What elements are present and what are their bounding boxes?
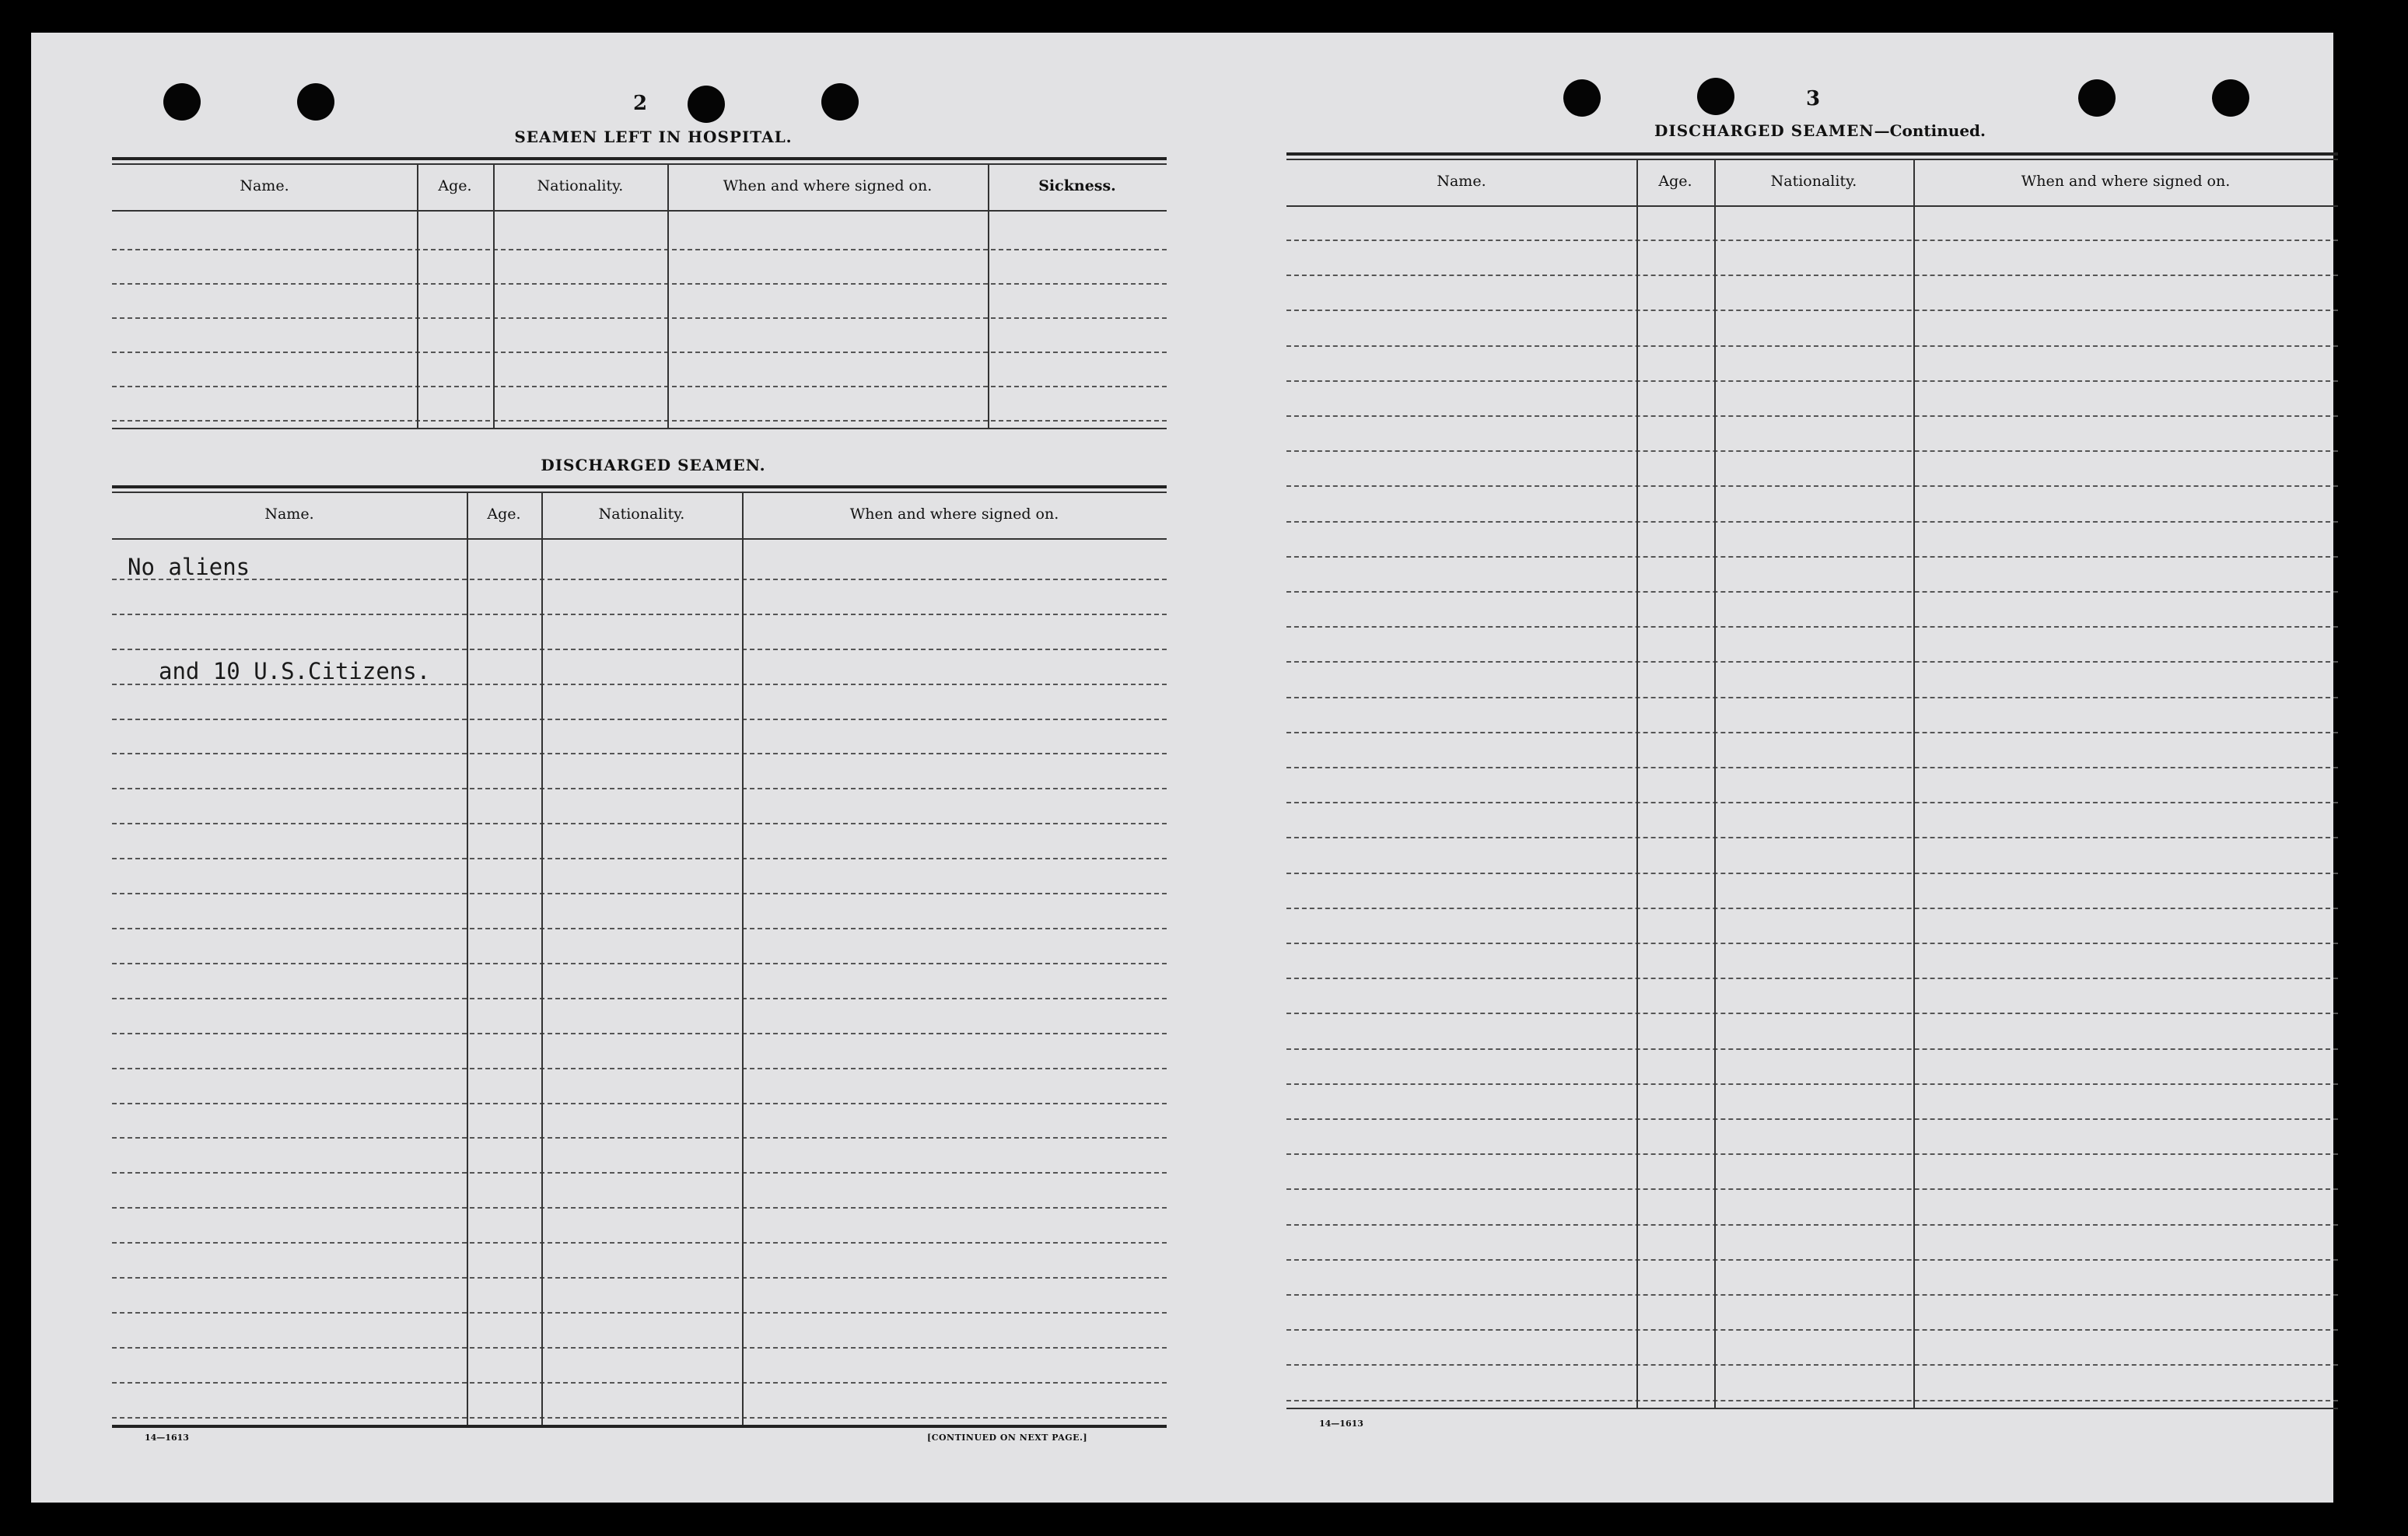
ruled-line <box>1286 1259 2338 1261</box>
ruled-line <box>1286 802 2338 803</box>
hospital-col-sickness: Sickness. <box>1038 177 1116 194</box>
ruled-line <box>1286 485 2338 487</box>
page-number-right: 3 <box>1806 87 1821 110</box>
ruled-line <box>112 823 1167 824</box>
ruled-line <box>1286 345 2338 347</box>
ruled-line <box>112 858 1167 859</box>
ruled-line <box>112 1033 1167 1034</box>
ruled-line <box>112 928 1167 929</box>
ruled-line <box>1286 1294 2338 1296</box>
ruled-line <box>112 1103 1167 1104</box>
ruled-line <box>1286 697 2338 698</box>
ruled-line <box>1286 450 2338 452</box>
punch-hole <box>2078 79 2116 117</box>
punch-hole <box>163 83 201 121</box>
ruled-line <box>1286 380 2338 382</box>
continued-note: [CONTINUED ON NEXT PAGE.] <box>927 1433 1088 1443</box>
ruled-line <box>112 1242 1167 1244</box>
form-number-left: 14—1613 <box>145 1433 189 1443</box>
ruled-line <box>112 893 1167 894</box>
ruled-line <box>1286 1153 2338 1155</box>
ruled-line <box>1286 591 2338 593</box>
ruled-line <box>1286 310 2338 311</box>
continued-title-suffix: —Continued. <box>1874 121 1986 140</box>
ruled-line <box>112 614 1167 615</box>
ruled-line <box>112 1172 1167 1174</box>
ruled-line <box>1286 1013 2338 1014</box>
hospital-section-title: SEAMEN LEFT IN HOSPITAL. <box>514 128 793 146</box>
ruled-line <box>1286 1400 2338 1401</box>
continued-col-signed-on: When and where signed on. <box>2021 173 2231 190</box>
hospital-col-name: Name. <box>240 177 289 194</box>
discharged-col-name: Name. <box>264 506 314 523</box>
continued-title-main: DISCHARGED SEAMEN <box>1654 121 1874 140</box>
ruled-line <box>1286 978 2338 979</box>
ruled-line <box>1286 837 2338 838</box>
typed-entry-us-citizens: and 10 U.S.Citizens. <box>159 658 431 684</box>
ruled-line <box>1286 275 2338 276</box>
ruled-line <box>1286 240 2338 241</box>
ruled-line <box>1286 767 2338 768</box>
ruled-line <box>1286 1048 2338 1050</box>
ruled-line <box>1286 1083 2338 1085</box>
ruled-line <box>112 1277 1167 1279</box>
punch-hole <box>688 86 725 123</box>
ruled-line <box>1286 1188 2338 1190</box>
hospital-col-signed-on: When and where signed on. <box>723 177 933 194</box>
continued-section-title <box>1618 121 2022 140</box>
ruled-line <box>1286 1224 2338 1226</box>
discharged-col-signed-on: When and where signed on. <box>849 506 1059 523</box>
continued-col-age: Age. <box>1658 173 1692 190</box>
ruled-line <box>1286 732 2338 733</box>
continued-col-nationality: Nationality. <box>1770 173 1857 190</box>
punch-hole <box>1697 78 1734 115</box>
ruled-line <box>112 1312 1167 1314</box>
discharged-section-title: DISCHARGED SEAMEN. <box>541 456 766 474</box>
ruled-line <box>112 1417 1167 1419</box>
ruled-line <box>112 1347 1167 1349</box>
hospital-col-age: Age. <box>438 177 472 194</box>
ruled-line <box>112 788 1167 789</box>
discharged-col-nationality: Nationality. <box>598 506 685 523</box>
ruled-line <box>1286 943 2338 944</box>
ruled-line <box>112 1137 1167 1139</box>
hospital-col-nationality: Nationality. <box>537 177 624 194</box>
discharged-col-age: Age. <box>487 506 521 523</box>
ruled-line <box>1286 556 2338 558</box>
ruled-line <box>1286 1329 2338 1331</box>
ruled-line <box>112 1068 1167 1069</box>
ruled-line <box>1286 521 2338 523</box>
ruled-line <box>1286 415 2338 417</box>
form-number-right: 14—1613 <box>1319 1419 1363 1429</box>
punch-hole <box>297 83 334 121</box>
ruled-line <box>112 753 1167 754</box>
ruled-line <box>1286 908 2338 909</box>
ruled-line <box>1286 873 2338 874</box>
ruled-line <box>112 963 1167 964</box>
punch-hole <box>2212 79 2249 117</box>
continued-col-name: Name. <box>1437 173 1486 190</box>
punch-hole <box>821 83 859 121</box>
ruled-line <box>112 649 1167 650</box>
punch-hole <box>1563 79 1601 117</box>
page-number-left: 2 <box>633 92 648 115</box>
ruled-line <box>1286 661 2338 663</box>
ruled-line <box>112 579 1167 580</box>
ruled-line <box>112 719 1167 720</box>
ruled-line <box>1286 626 2338 628</box>
ruled-line <box>112 1207 1167 1209</box>
ruled-line <box>1286 1364 2338 1366</box>
ledger-paper <box>31 33 2333 1503</box>
ruled-line <box>1286 1118 2338 1120</box>
typed-entry-no-aliens: No aliens <box>128 554 250 580</box>
ruled-line <box>112 998 1167 999</box>
ruled-line <box>112 1382 1167 1384</box>
